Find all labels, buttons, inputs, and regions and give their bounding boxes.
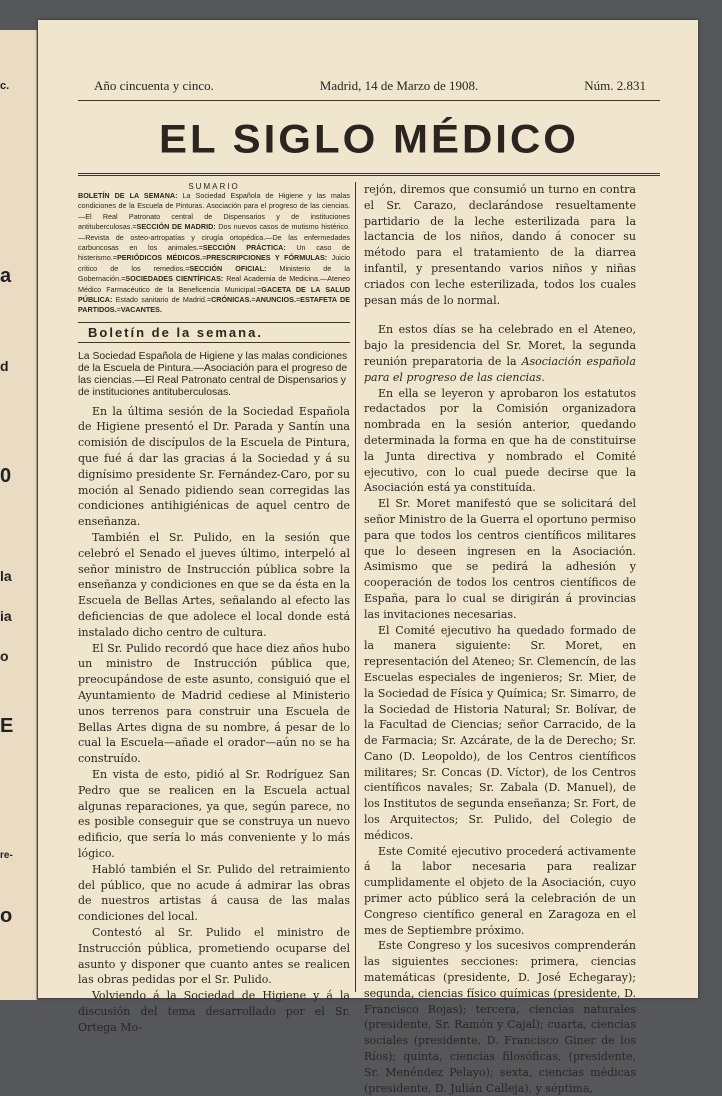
article-paragraph: También el Sr. Pulido, en la sesión que celebró el Senado el jueves último, interpeló al señor ministro de Instrucción pública sobre la enseñanza y condiciones en que se da ésta en la Escuela de Bellas Artes, señalando al efecto las deficiencias de que adolece el local donde está instalado dicho centro de cultura. — [78, 531, 350, 639]
sumario-separator: = — [132, 222, 137, 232]
sumario-label: BOLETÍN DE LA SEMANA: — [78, 191, 178, 200]
strip-fragment: E — [0, 715, 14, 737]
sumario-text: La Sociedad Española de Higiene y las malas condiciones de la Escuela de Pinturas. Asociación para el progreso de las ciencias.—El Real Patronato central de Dispensarios y de instituciones antituberculosas. — [78, 191, 350, 232]
sumario-separator: = — [121, 274, 126, 284]
right-paragraphs — [364, 182, 636, 308]
strip-fragment: a — [0, 265, 12, 287]
sumario-label: SECCIÓN PRÁCTICA: — [202, 243, 286, 253]
sumario-separator: = — [116, 305, 121, 315]
strip-fragment: 0 — [0, 465, 12, 487]
strip-fragment: ia — [0, 608, 12, 624]
strip-fragment: d — [0, 358, 9, 374]
right-column — [356, 182, 636, 1095]
sumario-label: VACANTES. — [120, 305, 162, 315]
sumario-separator: = — [251, 295, 256, 305]
sumario-label: ANUNCIOS. — [255, 295, 296, 305]
sumario-separator: = — [295, 295, 301, 305]
strip-fragment: re- — [0, 850, 13, 861]
sumario-separator: = — [112, 253, 117, 263]
article-paragraph: Este Congreso y los sucesivos comprenderán las siguientes secciones: primera, ciencias matemáticas (presidente, D. José Echegaray); segunda, ciencias físico químicas (presidente, D. Francisco Rojas); tercera, ciencias naturales (presidente, Sr. Ramón y Cajal); cuarta, ciencias sociales (presidente, D. Francisco Giner de los Ríos); quinta, ciencias filosóficas, (presidente, Sr. Menéndez Pelayo); sexta, ciencias médicas (presidente, D. Julián Calleja), y séptima, — [364, 939, 636, 1095]
page-content — [78, 78, 660, 1095]
issue-number: Núm. 2.831 — [584, 78, 646, 93]
article-paragraph: Habló también el Sr. Pulido del retraimiento del público, que no acude á admirar las obras de nuestros artistas á causa de las malas condiciones del local. — [78, 862, 350, 924]
sumario-label: GACETA DE LA SALUD PÚBLICA: — [78, 284, 351, 305]
article-paragraph: Este Comité ejecutivo procederá activamente á la labor necesaria para realizar cumplidamente el objeto de la Asociación, cuyo primer acto público será la celebración de un Congreso científico general en Zaragoza en el mes de Septiembre próximo. — [364, 844, 636, 937]
sumario-separator: = — [198, 243, 203, 253]
article-paragraph: El Sr. Moret manifestó que se solicitará del señor Ministro de la Guerra el oportuno permiso para que todos los centros científicos militares que lo deseen ingresen en la Asociación. Asimismo que se pedirá la adhesión y cooperación de todos los centros científicos de España, para lo cual se dirigirán á provincias las invitaciones necesarias. — [364, 497, 636, 621]
volume-year: Año cincuenta y cinco. — [94, 78, 214, 93]
article-paragraph — [364, 322, 636, 385]
strip-fragment: o — [0, 905, 13, 927]
header-line — [78, 78, 660, 94]
article-paragraph: Contestó al Sr. Pulido el ministro de Instrucción pública, prometiendo ocuparse del asunto y disponer que cuanto antes se realicen las obras pedidas por el Sr. Pulido. — [78, 925, 350, 987]
adjacent-page-edge — [0, 30, 37, 1000]
ateneo-intro: En estos días se ha celebrado en el Ateneo, bajo la presidencia del Sr. Moret, la segunda reunión preparatoria de la — [364, 323, 636, 368]
article-columns — [78, 182, 660, 1095]
sumario-label: SOCIEDADES CIENTÍFICAS: — [125, 274, 224, 284]
strip-fragment: c. — [0, 80, 10, 92]
sumario-label: CRÓNICAS. — [211, 295, 252, 305]
article-paragraph: En ella se leyeron y aprobaron los estatutos redactados por la Comisión organizadora nombrada en la sesión anterior, quedando determinada la forma en que ha de constituirse la Junta directiva y nombrado el Comité ejecutivo, con lo cual puede decirse que la Asociación está ya constituída. — [364, 386, 636, 495]
strip-fragment: la — [0, 568, 12, 584]
left-column — [78, 182, 356, 1034]
sumario-label: PERIÓDICOS MÉDICOS. — [116, 253, 203, 263]
article-paragraph: El Sr. Pulido recordó que hace diez años hubo un ministro de Instrucción pública que, preocupándose de este asunto, consiguió que el Ayuntamiento de Madrid cediese al Ministerio unos terrenos para construir una Escuela de Bellas Artes digna de su nombre, á pesar de lo cual la Escuela—añade el orador—aún no se ha construído. — [78, 641, 350, 766]
article-paragraph: rejón, diremos que consumió un turno en contra el Sr. Carazo, declarándose resueltamente partidario de la leche esterilizada para la lactancia de los niños, dando á conocer su método para el tratamiento de la diarrea infantil, y presentando varios niños y niñas criados con leche esterilizada, todos los cuales pesan más de lo normal. — [364, 183, 636, 307]
sumario-heading: SUMARIO — [188, 182, 240, 191]
section-heading: Boletín de la semana. — [78, 322, 350, 343]
sumario-label: SECCIÓN OFICIAL: — [189, 263, 267, 273]
section-lead: La Sociedad Española de Higiene y las malas condiciones de la Escuela de Pintura.—Asociación para el progreso de las ciencias.—El Real Patronato central de Dispensarios y de instituciones antituberculosas. — [78, 350, 348, 399]
masthead-rule — [78, 173, 660, 176]
sumario-text: Real Academia de Medicina.—Ateneo Médico Farmacéutico de la Beneficencia Municipal. — [78, 274, 350, 294]
article-paragraph: En vista de esto, pidió al Sr. Rodríguez San Pedro que se realicen en la Escuela actual algunas reparaciones, ya que, según parece, no es posible conseguir que se construya un nuevo edificio, que sería lo más conveniente y lo más lógico. — [78, 768, 350, 860]
right-paragraphs-2 — [364, 386, 636, 1096]
sumario-separator: = — [206, 295, 212, 305]
article-paragraph: El Comité ejecutivo ha quedado formado de la manera siguiente: Sr. Moret, en representación del Ateneo; Sr. Clemencín, de las Escuelas especiales de ingenieros; Sr. Mier, de la Sociedad de Física y Química; Sr. Simarro, de la Sociedad de Historia Natural; Sr. Bolívar, de la Facultad de Ciencias; señor Carracido, de la de Farmacia; Sr. Azcárate, de la de Derecho; Sr. Cano (D. Leopoldo), de los Centros científicos militares; Sr. Concas (D. Víctor), de los Centros científicos navales; Sr. Zabala (D. Manuel), de los Institutos de segunda enseñanza; Sr. Fort, de los Arquitectos; Sr. Pulido, del Colegio de médicos. — [364, 623, 636, 842]
article-paragraph: En la última sesión de la Sociedad Española de Higiene presentó el Dr. Parada y Santín una comisión de discípulos de la Escuela de Pintura, que fué á dar las gracias á la Sociedad y á su dignísimo presidente Sr. Fernández-Caro, por su moción al Senado pidiendo sean corregidas las condiciones antihigiénicas de aquel centro de enseñanza. — [78, 404, 350, 529]
newspaper-page — [38, 20, 698, 1095]
sumario-separator: = — [257, 284, 262, 294]
sumario-text: Ministerio de la Gobernación. — [78, 263, 350, 284]
place-date: Madrid, 14 de Marzo de 1908. — [319, 78, 479, 93]
left-paragraphs — [78, 404, 350, 1036]
article-paragraph: Volviendo á la Sociedad de Higiene y á la discusión del tema desarrollado por el Sr. Ortega Mo- — [78, 989, 350, 1034]
sumario-text: Dos nuevos casos de mutismo histérico.—Revista de osteo-artropatías y cirugía ortopédica.—De las enfermedades carbuncosas en los animales. — [78, 222, 350, 253]
sumario-text: Estado sanitario de Madrid. — [112, 295, 207, 305]
sumario-text: Un caso de histerismo. — [78, 243, 351, 263]
sumario-list — [78, 191, 350, 316]
sumario-text: Juicio crítico de los remedios. — [78, 253, 351, 273]
strip-fragment: o — [0, 648, 9, 664]
sumario-separator: = — [202, 253, 207, 263]
sumario-separator: = — [185, 263, 190, 273]
sumario-label: ESTAFETA DE PARTIDOS. — [78, 295, 350, 315]
header-rule — [78, 100, 660, 101]
sumario-label: PRESCRIPCIONES Y FÓRMULAS: — [206, 253, 328, 263]
sumario-label: SECCIÓN DE MADRID: — [136, 222, 216, 232]
masthead-title: EL SIGLO MÉDICO — [159, 116, 579, 161]
association-name: Asociación española para el progreso de las ciencias. — [364, 354, 636, 384]
